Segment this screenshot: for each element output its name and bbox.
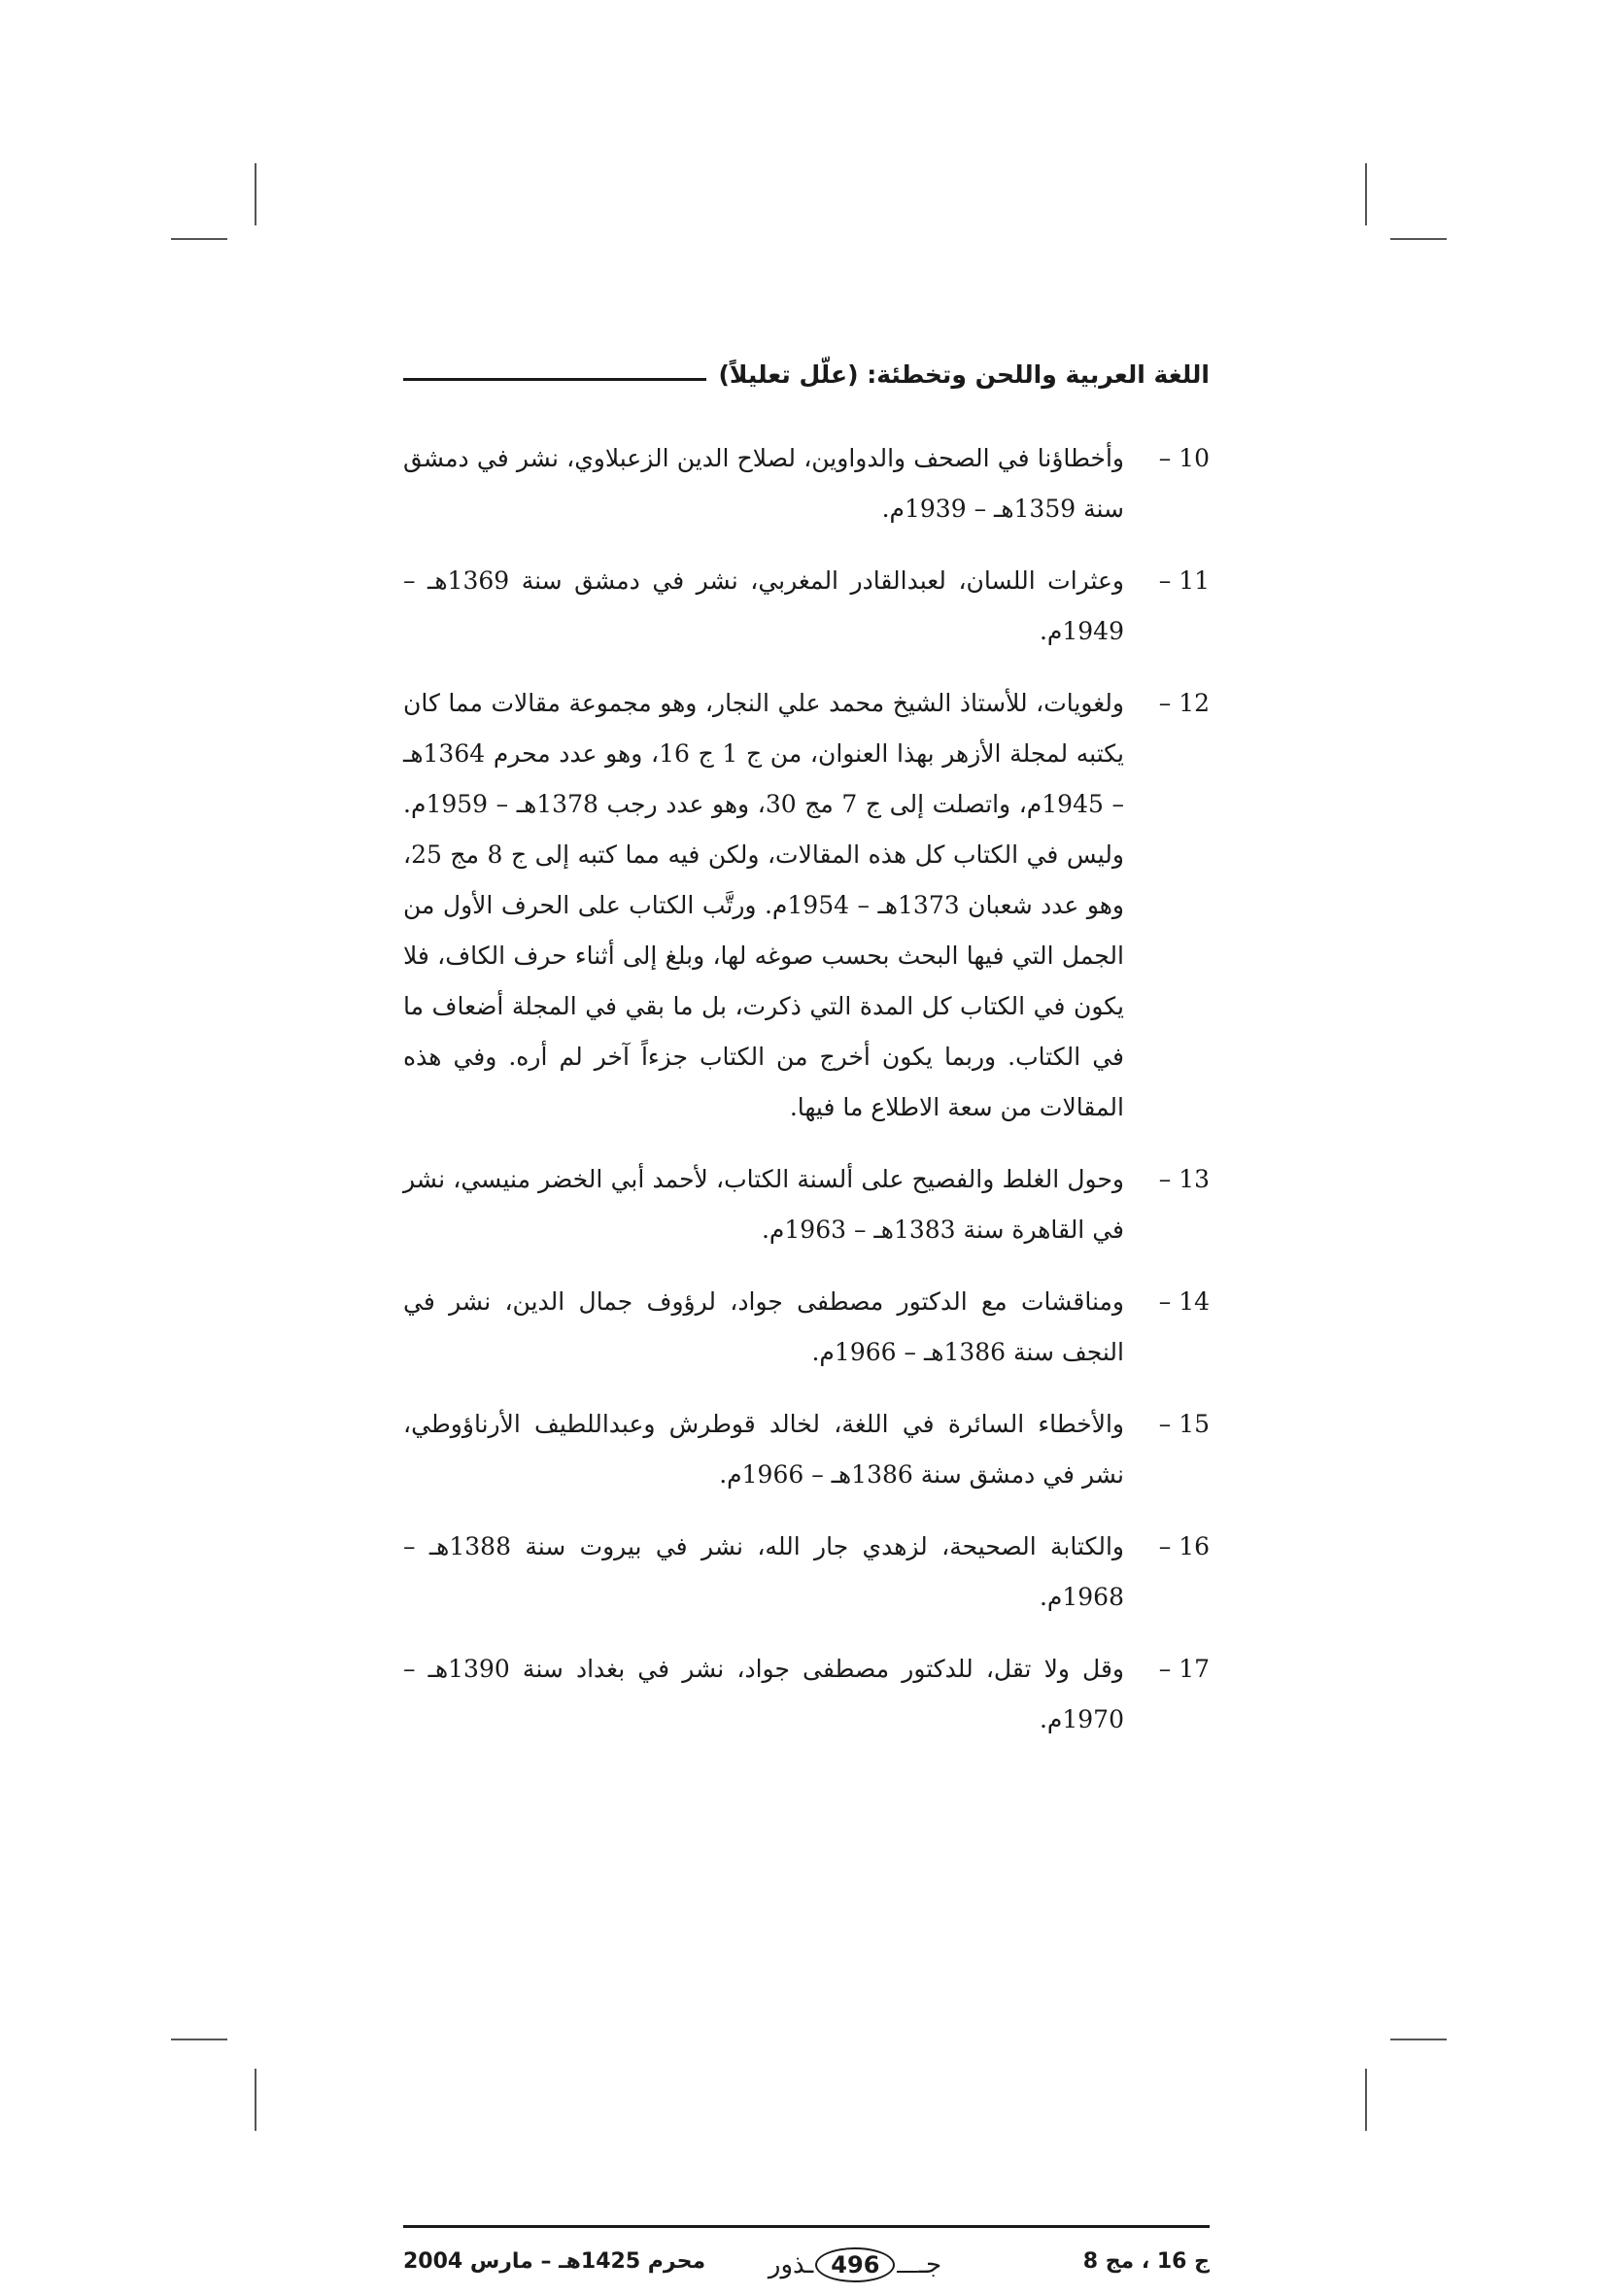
issue-date: محرم 1425هـ – مارس 2004 [403, 2249, 706, 2274]
logo-text-start: جـ [918, 2250, 942, 2279]
crop-mark [1390, 2039, 1447, 2040]
item-number: 17 – [1158, 1655, 1210, 1683]
list-item [403, 1399, 1210, 1500]
crop-mark [1365, 2069, 1367, 2131]
list-item [403, 1522, 1210, 1623]
crop-mark [255, 163, 256, 225]
item-text: والأخطاء السائرة في اللغة، لخالد قوطرش وعبداللطيف الأرناؤوطي، نشر في دمشق سنة 1386هـ – 1966م. [403, 1410, 1124, 1489]
item-text: وحول الغلط والفصيح على ألسنة الكتاب، لأحمد أبي الخضر منيسي، نشر في القاهرة سنة 1383هـ – 1963م. [403, 1165, 1124, 1244]
page-number: 496 [815, 2247, 895, 2282]
page [403, 350, 1210, 2279]
item-number: 11 – [1158, 566, 1210, 595]
list-item [403, 433, 1210, 534]
list-item [403, 1644, 1210, 1745]
list-item [403, 1277, 1210, 1378]
item-text: والكتابة الصحيحة، لزهدي جار الله، نشر في بيروت سنة 1388هـ – 1968م. [403, 1532, 1124, 1611]
item-text: وقل ولا تقل، للدكتور مصطفى جواد، نشر في بغداد سنة 1390هـ – 1970م. [403, 1655, 1124, 1733]
running-header [403, 350, 1210, 398]
item-number: 16 – [1158, 1532, 1210, 1560]
item-text: وعثرات اللسان، لعبدالقادر المغربي، نشر في دمشق سنة 1369هـ – 1949م. [403, 566, 1124, 645]
crop-mark [171, 238, 227, 240]
crop-mark [171, 2039, 227, 2040]
logo-text-end: ـذور [768, 2250, 814, 2279]
item-number: 10 – [1158, 444, 1210, 472]
crop-mark [1365, 163, 1367, 225]
item-text: ومناقشات مع الدكتور مصطفى جواد، لرؤوف جمال الدين، نشر في النجف سنة 1386هـ – 1966م. [403, 1287, 1124, 1366]
journal-logo [748, 2240, 962, 2290]
bibliography-list [403, 433, 1210, 1745]
item-number: 15 – [1158, 1410, 1210, 1438]
item-number: 14 – [1158, 1287, 1210, 1316]
list-item [403, 1154, 1210, 1255]
page-title: اللغة العربية واللحن وتخطئة: (علّل تعليلاً) [718, 360, 1210, 389]
crop-mark [1390, 238, 1447, 240]
item-text: وأخطاؤنا في الصحف والدواوين، لصلاح الدين الزعبلاوي، نشر في دمشق سنة 1359هـ – 1939م. [403, 444, 1124, 523]
crop-mark [255, 2069, 256, 2131]
item-number: 13 – [1158, 1165, 1210, 1193]
page-footer [403, 2225, 1210, 2296]
list-item [403, 556, 1210, 657]
item-number: 12 – [1158, 689, 1210, 717]
item-text: ولغويات، للأستاذ الشيخ محمد علي النجار، وهو مجموعة مقالات مما كان يكتبه لمجلة الأزهر بهذا العنوان، من ج 1 ج 16، وهو عدد محرم 1364هـ – 1945م، واتصلت إلى ج 7 مج 30، وهو عدد رجب 1378هـ – 1959م. وليس في الكتاب كل هذه المقالات، ولكن فيه مما كتبه إلى ج 8 مج 25، وهو عدد شعبان 1373هـ – 1954م. ورتَّب الكتاب على الحرف الأول من الجمل التي فيها البحث بحسب صوغه لها، وبلغ إلى أثناء حرف الكاف، فلا يكون في الكتاب كل المدة التي ذكرت، بل ما بقي في المجلة أضعاف ما في الكتاب. وربما يكون أخرج من الكتاب جزءاً آخر لم أره. وفي هذه المقالات من سعة الاطلاع ما فيها. [403, 689, 1125, 1121]
list-item [403, 678, 1210, 1133]
header-rule [403, 378, 706, 381]
issue-info: ج 16 ، مج 8 [1082, 2249, 1210, 2274]
